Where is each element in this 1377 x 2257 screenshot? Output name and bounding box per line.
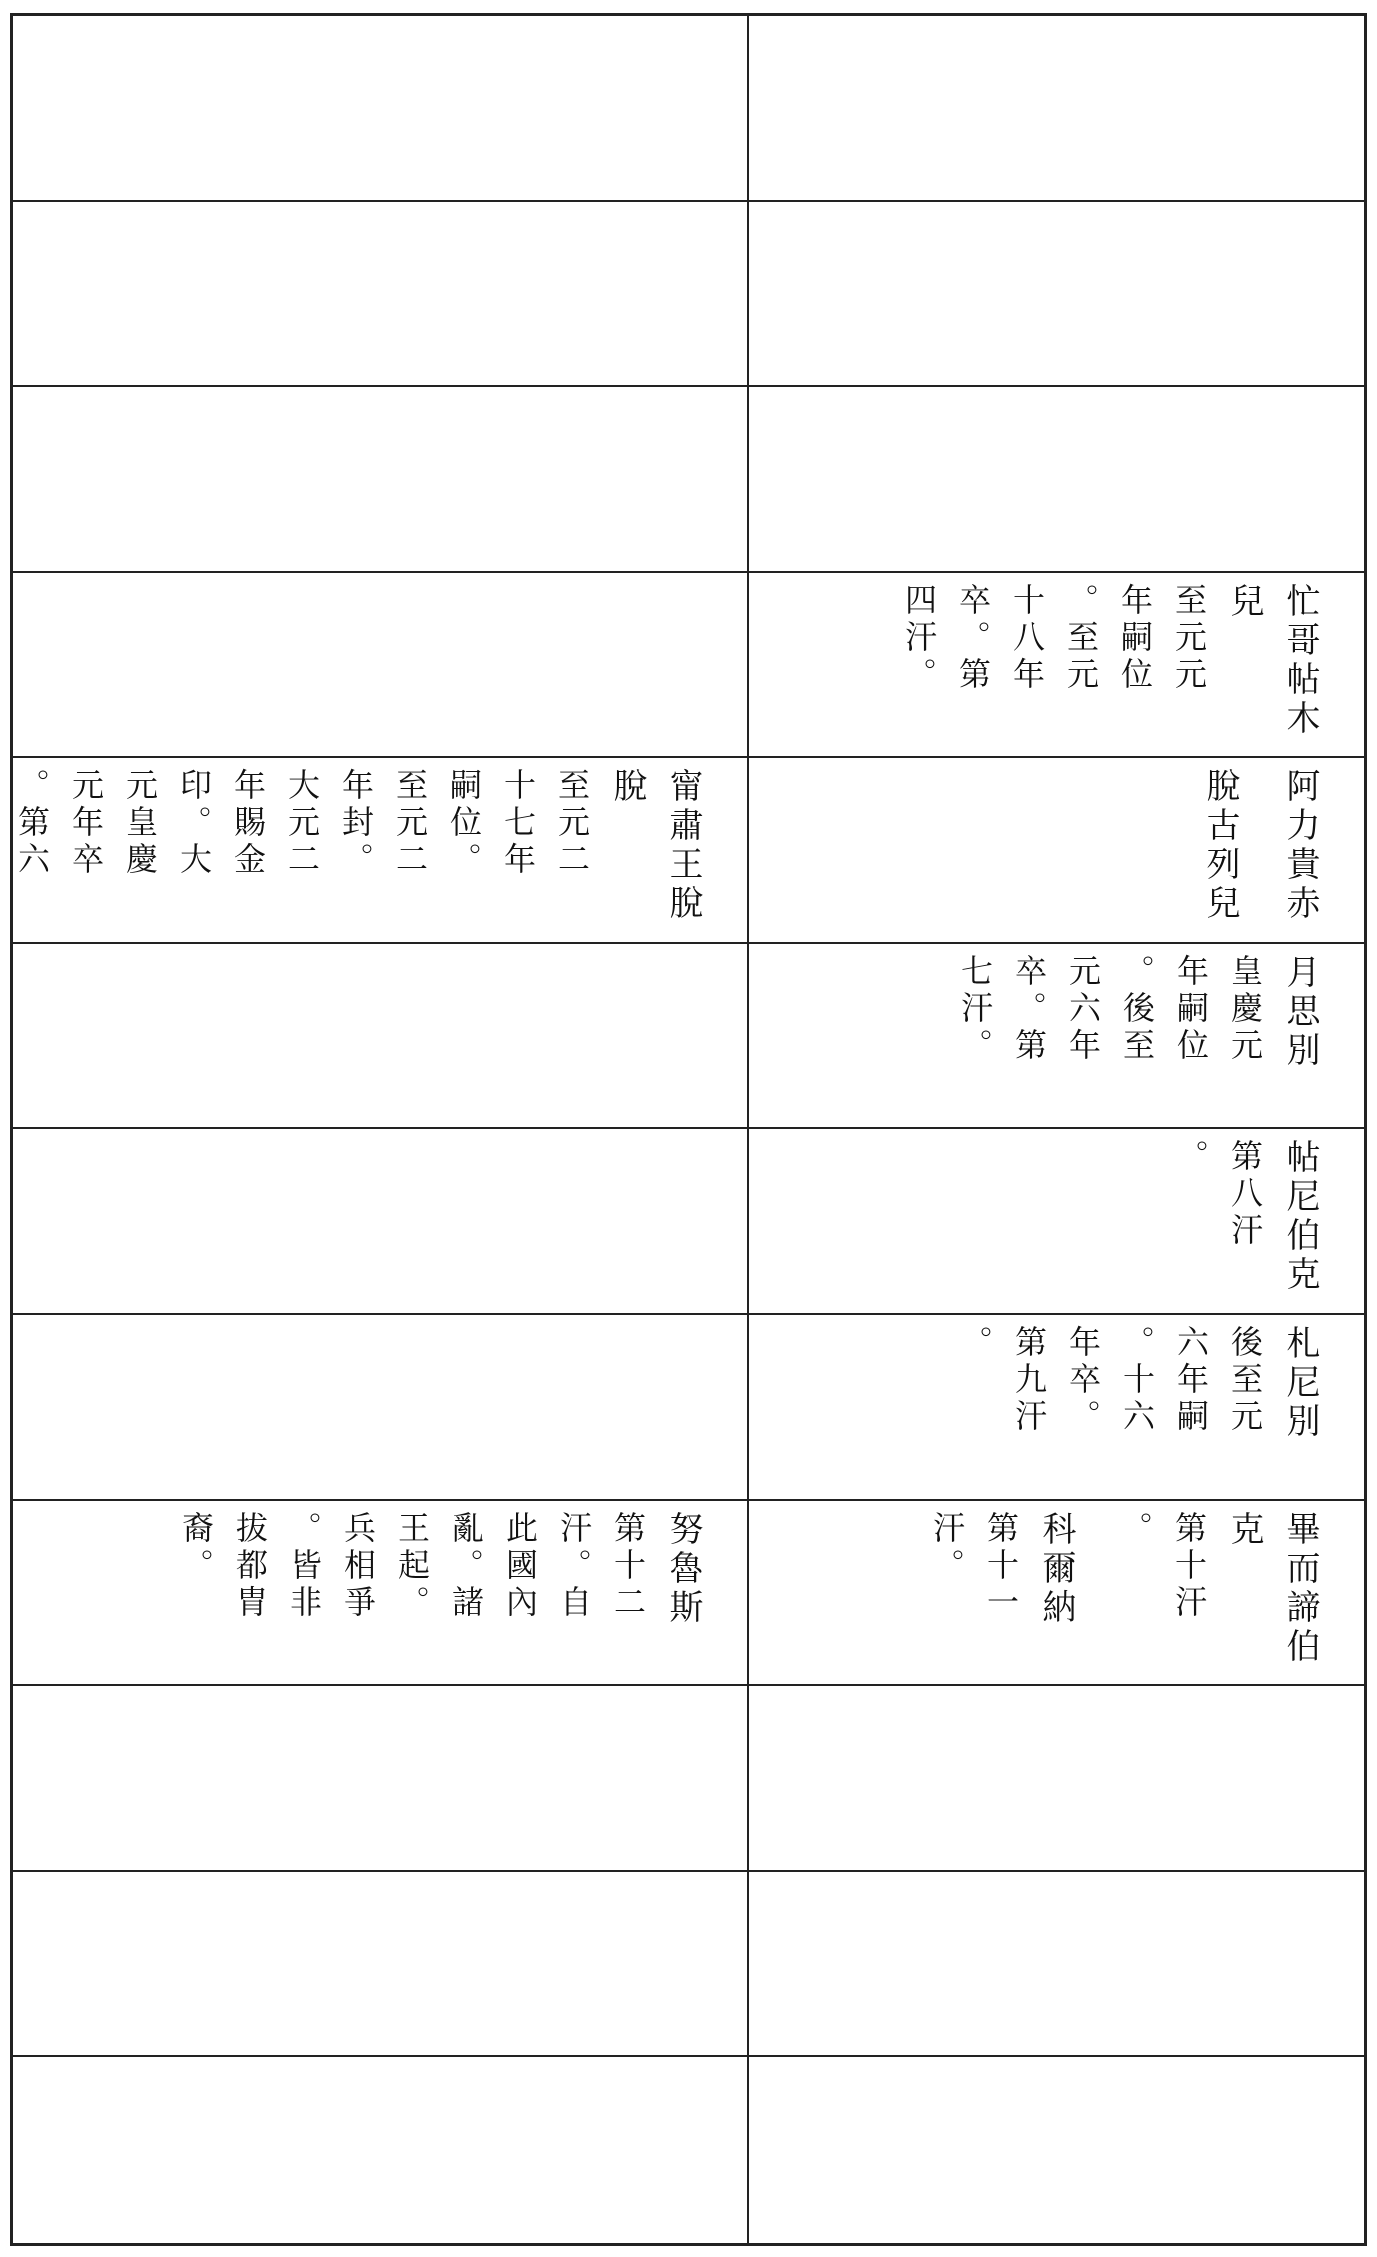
person-entry bbox=[1108, 1511, 1328, 1667]
person-name: 畢而諦伯 bbox=[1280, 1510, 1320, 1667]
table-cell-right bbox=[749, 1129, 1364, 1315]
person-name: 科爾納 bbox=[1036, 1510, 1076, 1628]
person-entry bbox=[948, 954, 1328, 1071]
reign-note: 七汗。 bbox=[956, 953, 994, 1065]
person-name: 努魯斯 bbox=[663, 1510, 703, 1628]
reign-note: 元六年 bbox=[1064, 953, 1102, 1065]
reign-note: 四汗。 bbox=[900, 582, 938, 694]
table-cell-left bbox=[13, 16, 749, 202]
table-cell-right bbox=[749, 573, 1364, 759]
person-entry bbox=[948, 1325, 1328, 1442]
person-name: 脫古列兒 bbox=[1200, 768, 1240, 925]
reign-note: 。 bbox=[1116, 1510, 1154, 1548]
person-name: 帖尼伯克 bbox=[1280, 1139, 1320, 1296]
reign-note: 第十二 bbox=[609, 1510, 647, 1622]
genealogy-table bbox=[10, 13, 1367, 2246]
person-entry bbox=[13, 768, 711, 924]
reign-note: 。皆非 bbox=[285, 1510, 323, 1622]
reign-note: 。至元 bbox=[1062, 582, 1100, 694]
person-name: 月思別 bbox=[1280, 953, 1320, 1071]
person-entry bbox=[892, 583, 1328, 739]
reign-note: 至元二 bbox=[391, 768, 429, 880]
reign-note: 第十汗 bbox=[1170, 1510, 1208, 1622]
table-cell-right bbox=[749, 387, 1364, 573]
reign-note: 嗣位。 bbox=[445, 768, 483, 880]
reign-note: 第十一 bbox=[982, 1510, 1020, 1622]
table-cell-right bbox=[749, 1501, 1364, 1687]
reign-note: 。後至 bbox=[1118, 953, 1156, 1065]
reign-note: 兵相爭 bbox=[339, 1510, 377, 1622]
reign-note: 至元二 bbox=[553, 768, 591, 880]
table-cell-right bbox=[749, 1315, 1364, 1501]
table-cell-left bbox=[13, 2057, 749, 2243]
reign-note: 裔。 bbox=[177, 1510, 215, 1585]
reign-note: 年封。 bbox=[337, 768, 375, 880]
reign-note: 元年卒 bbox=[67, 768, 105, 880]
reign-note: 十八年 bbox=[1008, 582, 1046, 694]
table-cell-right bbox=[749, 202, 1364, 388]
person-name: 脫 bbox=[607, 768, 647, 808]
table-cell-right bbox=[749, 944, 1364, 1130]
reign-note: 王起。 bbox=[393, 1510, 431, 1622]
reign-note: 。 bbox=[1172, 1139, 1210, 1177]
reign-note: 年嗣位 bbox=[1172, 953, 1210, 1065]
table-cell-right bbox=[749, 16, 1364, 202]
reign-note: 年嗣位 bbox=[1116, 582, 1154, 694]
reign-note: 。十六 bbox=[1118, 1325, 1156, 1437]
table-cell-left bbox=[13, 1686, 749, 1872]
reign-note: 印。大 bbox=[175, 768, 213, 880]
person-name: 阿力貴赤 bbox=[1280, 768, 1320, 925]
reign-note: 元皇慶 bbox=[121, 768, 159, 880]
person-entry bbox=[920, 1511, 1084, 1628]
table-cell-right bbox=[749, 1872, 1364, 2058]
reign-note: 第八汗 bbox=[1226, 1139, 1264, 1251]
person-name: 兒 bbox=[1224, 582, 1264, 622]
reign-note: 亂。諸 bbox=[447, 1510, 485, 1622]
person-entry bbox=[1272, 768, 1328, 924]
table-cell-left bbox=[13, 758, 749, 944]
reign-note: 卒。第 bbox=[1010, 953, 1048, 1065]
person-entry bbox=[1192, 768, 1248, 924]
reign-note: 年賜金 bbox=[229, 768, 267, 880]
reign-note: 第九汗 bbox=[1010, 1325, 1048, 1437]
reign-note: 拔都胄 bbox=[231, 1510, 269, 1622]
table-cell-left bbox=[13, 573, 749, 759]
person-entry bbox=[1164, 1139, 1328, 1295]
table-cell-left bbox=[13, 944, 749, 1130]
reign-note: 汗。自 bbox=[555, 1510, 593, 1622]
table-cell-left bbox=[13, 1501, 749, 1687]
reign-note: 。第六 bbox=[13, 768, 51, 880]
table-cell-left bbox=[13, 202, 749, 388]
reign-note: 至元元 bbox=[1170, 582, 1208, 694]
table-cell-left bbox=[13, 1315, 749, 1501]
person-name: 甯肅王脫 bbox=[663, 768, 703, 925]
reign-note: 六年嗣 bbox=[1172, 1325, 1210, 1437]
table-cell-left bbox=[13, 1872, 749, 2058]
table-cell-left bbox=[13, 1129, 749, 1315]
reign-note: 十七年 bbox=[499, 768, 537, 880]
reign-note: 卒。第 bbox=[954, 582, 992, 694]
reign-note: 年卒。 bbox=[1064, 1325, 1102, 1437]
reign-note: 大元二 bbox=[283, 768, 321, 880]
person-name: 札尼別 bbox=[1280, 1325, 1320, 1443]
table-cell-right bbox=[749, 2057, 1364, 2243]
reign-note: 汗。 bbox=[928, 1510, 966, 1585]
table-cell-left bbox=[13, 387, 749, 573]
reign-note: 後至元 bbox=[1226, 1325, 1264, 1437]
person-entry bbox=[169, 1511, 711, 1628]
reign-note: 皇慶元 bbox=[1226, 953, 1264, 1065]
person-name: 忙哥帖木 bbox=[1280, 582, 1320, 739]
table-cell-right bbox=[749, 758, 1364, 944]
person-name: 克 bbox=[1224, 1510, 1264, 1550]
reign-note: 此國內 bbox=[501, 1510, 539, 1622]
reign-note: 。 bbox=[956, 1325, 994, 1363]
table-cell-right bbox=[749, 1686, 1364, 1872]
